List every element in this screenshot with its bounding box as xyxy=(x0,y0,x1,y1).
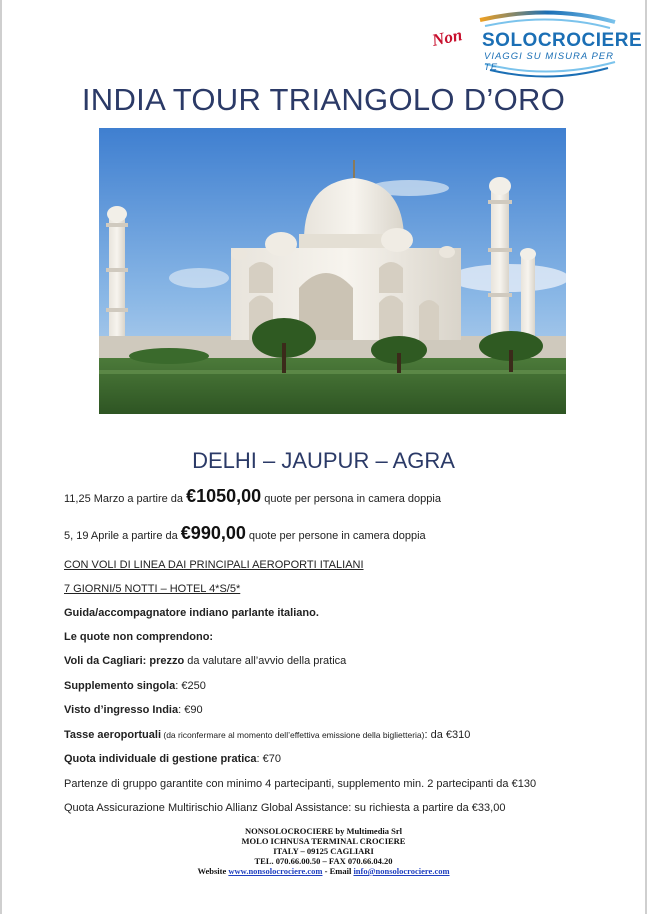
management-label: Quota individuale di gestione pratica xyxy=(64,753,257,765)
company-footer xyxy=(0,826,647,876)
footer-website-label: Website xyxy=(197,866,229,876)
guide-text: Guida/accompagnatore indiano parlante italiano. xyxy=(64,607,319,619)
departures-text: Partenze di gruppo garantite con minimo 4 partecipanti, supplemento min. 2 partecipanti da €130 xyxy=(64,778,537,790)
offer-april-dates: 5, 19 Aprile a partire da xyxy=(64,530,181,542)
management-fee xyxy=(64,753,281,765)
flights-info xyxy=(64,559,364,571)
offer-march-price: €1050,00 xyxy=(186,486,262,506)
cagliari-label: Voli da Cagliari: prezzo xyxy=(64,655,185,667)
taxes-label: Tasse aeroportuali xyxy=(64,729,161,741)
visa-fee xyxy=(64,704,203,716)
footer-phone: TEL. 070.66.00.50 – FAX 070.66.04.20 xyxy=(254,856,393,866)
offer-march xyxy=(64,486,441,507)
offer-april xyxy=(64,523,426,544)
not-included-text: Le quote non comprendono: xyxy=(64,631,214,643)
email-link[interactable]: info@nonsolocrociere.com xyxy=(353,866,450,876)
footer-email-label: - Email xyxy=(322,866,354,876)
logo-main-text: SOLOCROCIERE xyxy=(482,30,643,51)
footer-company: NONSOLOCROCIERE by Multimedia Srl xyxy=(244,826,403,836)
footer-contacts xyxy=(0,866,647,876)
visa-text: : €90 xyxy=(178,704,203,716)
not-included-heading xyxy=(64,631,213,643)
offer-april-price: €990,00 xyxy=(180,523,246,543)
taj-mahal-photo xyxy=(99,128,566,414)
cagliari-flights xyxy=(64,655,346,667)
offer-april-note: quote per persone in camera doppia xyxy=(245,530,426,542)
route-subtitle: DELHI – JAUPUR – AGRA xyxy=(192,448,455,473)
single-supplement xyxy=(64,680,206,692)
cagliari-text: da valutare all’avvio della pratica xyxy=(184,655,347,667)
flights-text: CON VOLI DI LINEA DAI PRINCIPALI AEROPORTI ITALIANI xyxy=(64,559,364,571)
footer-city: ITALY – 09125 CAGLIARI xyxy=(273,846,374,856)
insurance-text: Quota Assicurazione Multirischio Allianz Global Assistance: su richiesta a partire da €33,00 xyxy=(64,802,506,814)
taxes-note: (da riconfermare al momento dell’effettiva emissione della biglietteria) xyxy=(161,730,425,740)
single-label: Supplemento singola xyxy=(64,680,176,692)
logo-non-text: Non xyxy=(430,25,464,50)
duration-info xyxy=(64,583,240,595)
duration-text: 7 GIORNI/5 NOTTI – HOTEL 4*S/5* xyxy=(64,583,241,595)
airport-taxes xyxy=(64,729,470,741)
single-text: : €250 xyxy=(175,680,206,692)
footer-address: MOLO ICHNUSA TERMINAL CROCIERE xyxy=(241,836,406,846)
brand-logo[interactable] xyxy=(430,6,643,78)
guide-info xyxy=(64,607,319,619)
taxes-text: : da €310 xyxy=(424,729,471,741)
page-title: INDIA TOUR TRIANGOLO D’ORO xyxy=(81,82,566,117)
visa-label: Visto d’ingresso India xyxy=(64,704,179,716)
group-departures xyxy=(64,778,536,790)
offer-march-dates: 11,25 Marzo a partire da xyxy=(64,493,187,505)
logo-tagline: VIAGGI SU MISURA PER TE xyxy=(484,51,614,73)
website-link[interactable]: www.nonsolocrociere.com xyxy=(228,866,323,876)
insurance-info xyxy=(64,802,505,814)
management-text: : €70 xyxy=(256,753,282,765)
offer-march-note: quote per persona in camera doppia xyxy=(261,493,441,505)
